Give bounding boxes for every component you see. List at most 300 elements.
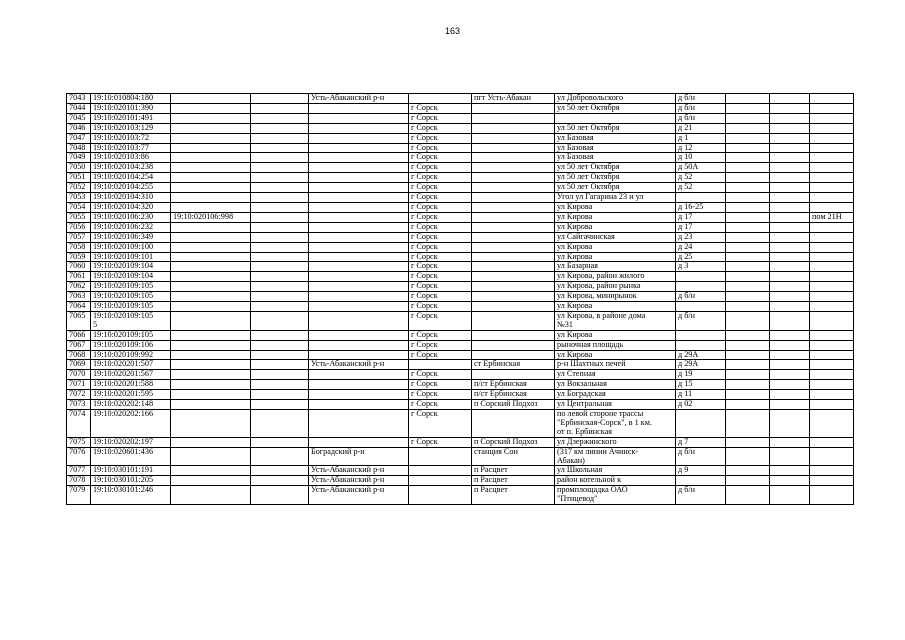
cadastral-number-cell: 19:10:020201:595	[91, 390, 171, 400]
empty-column-cell	[251, 410, 309, 438]
street-cell: ул Школьная	[555, 466, 676, 476]
premise-cell	[810, 113, 854, 123]
cadastral-number-cell: 19:10:020101:491	[91, 113, 171, 123]
premise-cell	[810, 232, 854, 242]
district-cell	[309, 242, 409, 252]
empty-column-cell	[251, 486, 309, 505]
empty-column-cell	[251, 202, 309, 212]
table-row	[67, 447, 854, 466]
building-cell	[726, 486, 770, 505]
empty-column-cell	[251, 340, 309, 350]
table-row	[67, 330, 854, 340]
empty-column-cell	[251, 193, 309, 203]
premise-cell	[810, 222, 854, 232]
street-cell: ул Кирова	[555, 222, 676, 232]
city-cell: г Сорск	[409, 222, 472, 232]
row-number-cell: 7053	[67, 193, 91, 203]
parent-cadastral-number-cell	[171, 272, 251, 282]
table-row	[67, 302, 854, 312]
building-cell	[726, 183, 770, 193]
district-cell	[309, 163, 409, 173]
house-cell: д 19	[676, 370, 726, 380]
table-row	[67, 340, 854, 350]
street-cell: ул 50 лет Октября	[555, 173, 676, 183]
district-cell	[309, 390, 409, 400]
row-number-cell: 7079	[67, 486, 91, 505]
row-number-cell: 7049	[67, 153, 91, 163]
premise-cell	[810, 292, 854, 302]
settlement-cell: п Расцвет	[472, 486, 555, 505]
empty-column-cell	[251, 466, 309, 476]
premise-cell	[810, 360, 854, 370]
empty-column-cell	[251, 153, 309, 163]
structure-cell	[770, 94, 810, 104]
house-cell: д 9	[676, 466, 726, 476]
city-cell: г Сорск	[409, 232, 472, 242]
table-row	[67, 282, 854, 292]
structure-cell	[770, 133, 810, 143]
city-cell: г Сорск	[409, 390, 472, 400]
house-cell: д 3	[676, 262, 726, 272]
empty-column-cell	[251, 113, 309, 123]
row-number-cell: 7055	[67, 212, 91, 222]
structure-cell	[770, 242, 810, 252]
empty-column-cell	[251, 292, 309, 302]
house-cell: д 52	[676, 183, 726, 193]
street-cell: ул Базовая	[555, 143, 676, 153]
cadastral-number-cell: 19:10:020109:105	[91, 330, 171, 340]
city-cell: г Сорск	[409, 133, 472, 143]
structure-cell	[770, 262, 810, 272]
cadastral-number-cell: 19:10:020201:507	[91, 360, 171, 370]
parent-cadastral-number-cell	[171, 447, 251, 466]
street-cell: ул Базарная	[555, 262, 676, 272]
structure-cell	[770, 222, 810, 232]
row-number-cell: 7058	[67, 242, 91, 252]
structure-cell	[770, 252, 810, 262]
empty-column-cell	[251, 252, 309, 262]
district-cell: Усть-Абаканский р-н	[309, 476, 409, 486]
table-row	[67, 400, 854, 410]
row-number-cell: 7063	[67, 292, 91, 302]
parent-cadastral-number-cell	[171, 252, 251, 262]
empty-column-cell	[251, 370, 309, 380]
building-cell	[726, 113, 770, 123]
structure-cell	[770, 340, 810, 350]
table-row	[67, 143, 854, 153]
street-cell: ул Кирова, минирынок	[555, 292, 676, 302]
empty-column-cell	[251, 163, 309, 173]
premise-cell	[810, 123, 854, 133]
street-cell: ул Добровольского	[555, 94, 676, 104]
cadastral-number-cell: 19:10:020109:104	[91, 262, 171, 272]
row-number-cell: 7043	[67, 94, 91, 104]
street-cell: ул 50 лет Октября	[555, 103, 676, 113]
premise-cell	[810, 410, 854, 438]
table-row	[67, 437, 854, 447]
house-cell: д 12	[676, 143, 726, 153]
row-number-cell: 7067	[67, 340, 91, 350]
table-row	[67, 252, 854, 262]
parent-cadastral-number-cell	[171, 370, 251, 380]
premise-cell	[810, 282, 854, 292]
structure-cell	[770, 380, 810, 390]
row-number-cell: 7059	[67, 252, 91, 262]
settlement-cell: п Расцвет	[472, 476, 555, 486]
settlement-cell	[472, 202, 555, 212]
premise-cell	[810, 476, 854, 486]
district-cell	[309, 222, 409, 232]
structure-cell	[770, 212, 810, 222]
cadastral-number-cell: 19:10:020104:310	[91, 193, 171, 203]
table-row	[67, 193, 854, 203]
parent-cadastral-number-cell	[171, 153, 251, 163]
city-cell: г Сорск	[409, 410, 472, 438]
district-cell	[309, 123, 409, 133]
district-cell	[309, 330, 409, 340]
city-cell: г Сорск	[409, 252, 472, 262]
cadastral-number-cell: 19:10:020202:166	[91, 410, 171, 438]
building-cell	[726, 360, 770, 370]
parent-cadastral-number-cell	[171, 133, 251, 143]
table-row	[67, 242, 854, 252]
building-cell	[726, 222, 770, 232]
premise-cell	[810, 133, 854, 143]
empty-column-cell	[251, 282, 309, 292]
settlement-cell	[472, 232, 555, 242]
building-cell	[726, 292, 770, 302]
settlement-cell	[472, 222, 555, 232]
district-cell	[309, 252, 409, 262]
structure-cell	[770, 437, 810, 447]
row-number-cell: 7054	[67, 202, 91, 212]
house-cell	[676, 410, 726, 438]
settlement-cell	[472, 183, 555, 193]
street-cell: ул Кирова, район рынка	[555, 282, 676, 292]
cadastral-number-cell: 19:10:020202:148	[91, 400, 171, 410]
street-cell: ул 50 лет Октября	[555, 123, 676, 133]
structure-cell	[770, 173, 810, 183]
settlement-cell: п Сорский Подхоз	[472, 400, 555, 410]
settlement-cell	[472, 163, 555, 173]
building-cell	[726, 232, 770, 242]
cadastral-number-cell: 19:10:020109:101	[91, 252, 171, 262]
settlement-cell	[472, 153, 555, 163]
settlement-cell	[472, 282, 555, 292]
settlement-cell	[472, 330, 555, 340]
parent-cadastral-number-cell	[171, 202, 251, 212]
empty-column-cell	[251, 272, 309, 282]
premise-cell	[810, 202, 854, 212]
house-cell: д 16-25	[676, 202, 726, 212]
building-cell	[726, 252, 770, 262]
parent-cadastral-number-cell	[171, 262, 251, 272]
parent-cadastral-number-cell	[171, 466, 251, 476]
empty-column-cell	[251, 133, 309, 143]
house-cell	[676, 302, 726, 312]
empty-column-cell	[251, 330, 309, 340]
cadastral-number-cell: 19:10:020104:254	[91, 173, 171, 183]
building-cell	[726, 370, 770, 380]
cadastral-number-cell: 19:10:030101:205	[91, 476, 171, 486]
street-cell: район котельной к	[555, 476, 676, 486]
city-cell: г Сорск	[409, 437, 472, 447]
street-cell: ул Кирова	[555, 330, 676, 340]
cadastral-number-cell: 19:10:030101:246	[91, 486, 171, 505]
row-number-cell: 7044	[67, 103, 91, 113]
table-row	[67, 272, 854, 282]
table-row	[67, 123, 854, 133]
house-cell: д 10	[676, 153, 726, 163]
house-cell: д 11	[676, 390, 726, 400]
premise-cell	[810, 466, 854, 476]
street-cell: ул Базовая	[555, 153, 676, 163]
district-cell	[309, 212, 409, 222]
street-cell: ул 50 лет Октября	[555, 183, 676, 193]
row-number-cell: 7075	[67, 437, 91, 447]
settlement-cell	[472, 103, 555, 113]
settlement-cell	[472, 193, 555, 203]
structure-cell	[770, 183, 810, 193]
district-cell	[309, 143, 409, 153]
table-row	[67, 103, 854, 113]
cadastral-number-cell: 19:10:020202:197	[91, 437, 171, 447]
row-number-cell: 7065	[67, 311, 91, 330]
row-number-cell: 7047	[67, 133, 91, 143]
settlement-cell	[472, 292, 555, 302]
street-cell: (317 км линии Ачинск- Абакан)	[555, 447, 676, 466]
structure-cell	[770, 193, 810, 203]
building-cell	[726, 390, 770, 400]
structure-cell	[770, 311, 810, 330]
structure-cell	[770, 153, 810, 163]
table-row	[67, 410, 854, 438]
empty-column-cell	[251, 212, 309, 222]
cadastral-number-cell: 19:10:020101:390	[91, 103, 171, 113]
row-number-cell: 7045	[67, 113, 91, 123]
street-cell: по левой стороне трассы "Ербинская-Сорск", в 1 км. от п. Ербинская	[555, 410, 676, 438]
district-cell	[309, 370, 409, 380]
city-cell: г Сорск	[409, 380, 472, 390]
empty-column-cell	[251, 262, 309, 272]
premise-cell	[810, 262, 854, 272]
city-cell: г Сорск	[409, 340, 472, 350]
row-number-cell: 7048	[67, 143, 91, 153]
row-number-cell: 7074	[67, 410, 91, 438]
district-cell	[309, 292, 409, 302]
table-row	[67, 262, 854, 272]
structure-cell	[770, 447, 810, 466]
house-cell: д б/н	[676, 113, 726, 123]
premise-cell	[810, 173, 854, 183]
row-number-cell: 7070	[67, 370, 91, 380]
house-cell: д 15	[676, 380, 726, 390]
building-cell	[726, 302, 770, 312]
street-cell	[555, 113, 676, 123]
district-cell	[309, 232, 409, 242]
structure-cell	[770, 302, 810, 312]
empty-column-cell	[251, 143, 309, 153]
building-cell	[726, 103, 770, 113]
city-cell: г Сорск	[409, 163, 472, 173]
street-cell: ул Базовая	[555, 133, 676, 143]
row-number-cell: 7077	[67, 466, 91, 476]
city-cell: г Сорск	[409, 330, 472, 340]
building-cell	[726, 242, 770, 252]
city-cell: г Сорск	[409, 193, 472, 203]
district-cell: Боградский р-н	[309, 447, 409, 466]
row-number-cell: 7071	[67, 380, 91, 390]
parent-cadastral-number-cell	[171, 282, 251, 292]
city-cell: г Сорск	[409, 272, 472, 282]
house-cell	[676, 272, 726, 282]
empty-column-cell	[251, 400, 309, 410]
parent-cadastral-number-cell	[171, 476, 251, 486]
district-cell	[309, 302, 409, 312]
premise-cell	[810, 183, 854, 193]
structure-cell	[770, 400, 810, 410]
district-cell	[309, 410, 409, 438]
settlement-cell: п/ст Ербинская	[472, 390, 555, 400]
house-cell	[676, 476, 726, 486]
street-cell: ул Кирова	[555, 302, 676, 312]
house-cell: д 50А	[676, 163, 726, 173]
empty-column-cell	[251, 476, 309, 486]
district-cell	[309, 350, 409, 360]
table-row	[67, 476, 854, 486]
street-cell: рыночная площадь	[555, 340, 676, 350]
street-cell: ул Вокзальная	[555, 380, 676, 390]
settlement-cell	[472, 173, 555, 183]
parent-cadastral-number-cell	[171, 183, 251, 193]
building-cell	[726, 410, 770, 438]
settlement-cell	[472, 340, 555, 350]
registry-table	[66, 93, 854, 505]
house-cell: д б/н	[676, 292, 726, 302]
city-cell	[409, 466, 472, 476]
table-row	[67, 380, 854, 390]
building-cell	[726, 380, 770, 390]
house-cell: д 52	[676, 173, 726, 183]
parent-cadastral-number-cell	[171, 311, 251, 330]
cadastral-number-cell: 19:10:020109:105 5	[91, 311, 171, 330]
cadastral-number-cell: 19:10:020109:992	[91, 350, 171, 360]
cadastral-number-cell: 19:10:030101:191	[91, 466, 171, 476]
district-cell	[309, 311, 409, 330]
parent-cadastral-number-cell	[171, 340, 251, 350]
structure-cell	[770, 272, 810, 282]
cadastral-number-cell: 19:10:020106:232	[91, 222, 171, 232]
premise-cell	[810, 242, 854, 252]
parent-cadastral-number-cell	[171, 330, 251, 340]
city-cell: г Сорск	[409, 153, 472, 163]
building-cell	[726, 153, 770, 163]
row-number-cell: 7073	[67, 400, 91, 410]
street-cell: ул Кирова	[555, 350, 676, 360]
city-cell: г Сорск	[409, 370, 472, 380]
house-cell: д 21	[676, 123, 726, 133]
district-cell: Усть-Абаканский р-н	[309, 360, 409, 370]
table-row	[67, 292, 854, 302]
premise-cell	[810, 340, 854, 350]
settlement-cell	[472, 311, 555, 330]
empty-column-cell	[251, 222, 309, 232]
structure-cell	[770, 143, 810, 153]
settlement-cell: п Сорский Подхоз	[472, 437, 555, 447]
building-cell	[726, 447, 770, 466]
city-cell: г Сорск	[409, 262, 472, 272]
parent-cadastral-number-cell	[171, 193, 251, 203]
city-cell: г Сорск	[409, 292, 472, 302]
table-row	[67, 113, 854, 123]
row-number-cell: 7050	[67, 163, 91, 173]
empty-column-cell	[251, 311, 309, 330]
structure-cell	[770, 330, 810, 340]
house-cell: д 25	[676, 252, 726, 262]
empty-column-cell	[251, 437, 309, 447]
parent-cadastral-number-cell	[171, 242, 251, 252]
table-row	[67, 202, 854, 212]
house-cell: д 29А	[676, 360, 726, 370]
parent-cadastral-number-cell	[171, 437, 251, 447]
district-cell	[309, 193, 409, 203]
house-cell: д б/н	[676, 311, 726, 330]
street-cell: р-н Шахтных печей	[555, 360, 676, 370]
table-row	[67, 222, 854, 232]
structure-cell	[770, 486, 810, 505]
city-cell: г Сорск	[409, 183, 472, 193]
house-cell: д 29А	[676, 350, 726, 360]
structure-cell	[770, 350, 810, 360]
house-cell: д 17	[676, 212, 726, 222]
building-cell	[726, 193, 770, 203]
building-cell	[726, 340, 770, 350]
house-cell: д б/н	[676, 447, 726, 466]
cadastral-number-cell: 19:10:010804:180	[91, 94, 171, 104]
street-cell: Угол ул Гагарина 23 и ул	[555, 193, 676, 203]
cadastral-number-cell: 19:10:020104:255	[91, 183, 171, 193]
street-cell: ул Дзержинского	[555, 437, 676, 447]
empty-column-cell	[251, 447, 309, 466]
empty-column-cell	[251, 173, 309, 183]
city-cell: г Сорск	[409, 282, 472, 292]
city-cell: г Сорск	[409, 123, 472, 133]
district-cell	[309, 183, 409, 193]
city-cell	[409, 94, 472, 104]
street-cell: ул Центральная	[555, 400, 676, 410]
city-cell	[409, 486, 472, 505]
premise-cell	[810, 272, 854, 282]
city-cell: г Сорск	[409, 242, 472, 252]
premise-cell	[810, 350, 854, 360]
house-cell: д б/н	[676, 103, 726, 113]
city-cell: г Сорск	[409, 113, 472, 123]
row-number-cell: 7057	[67, 232, 91, 242]
street-cell: ул Кирова	[555, 202, 676, 212]
premise-cell	[810, 252, 854, 262]
premise-cell: пом 21Н	[810, 212, 854, 222]
city-cell	[409, 447, 472, 466]
parent-cadastral-number-cell: 19:10:020106:998	[171, 212, 251, 222]
cadastral-number-cell: 19:10:020109:105	[91, 292, 171, 302]
structure-cell	[770, 282, 810, 292]
building-cell	[726, 311, 770, 330]
building-cell	[726, 282, 770, 292]
table-row	[67, 173, 854, 183]
house-cell	[676, 340, 726, 350]
table-row	[67, 370, 854, 380]
table-row	[67, 212, 854, 222]
